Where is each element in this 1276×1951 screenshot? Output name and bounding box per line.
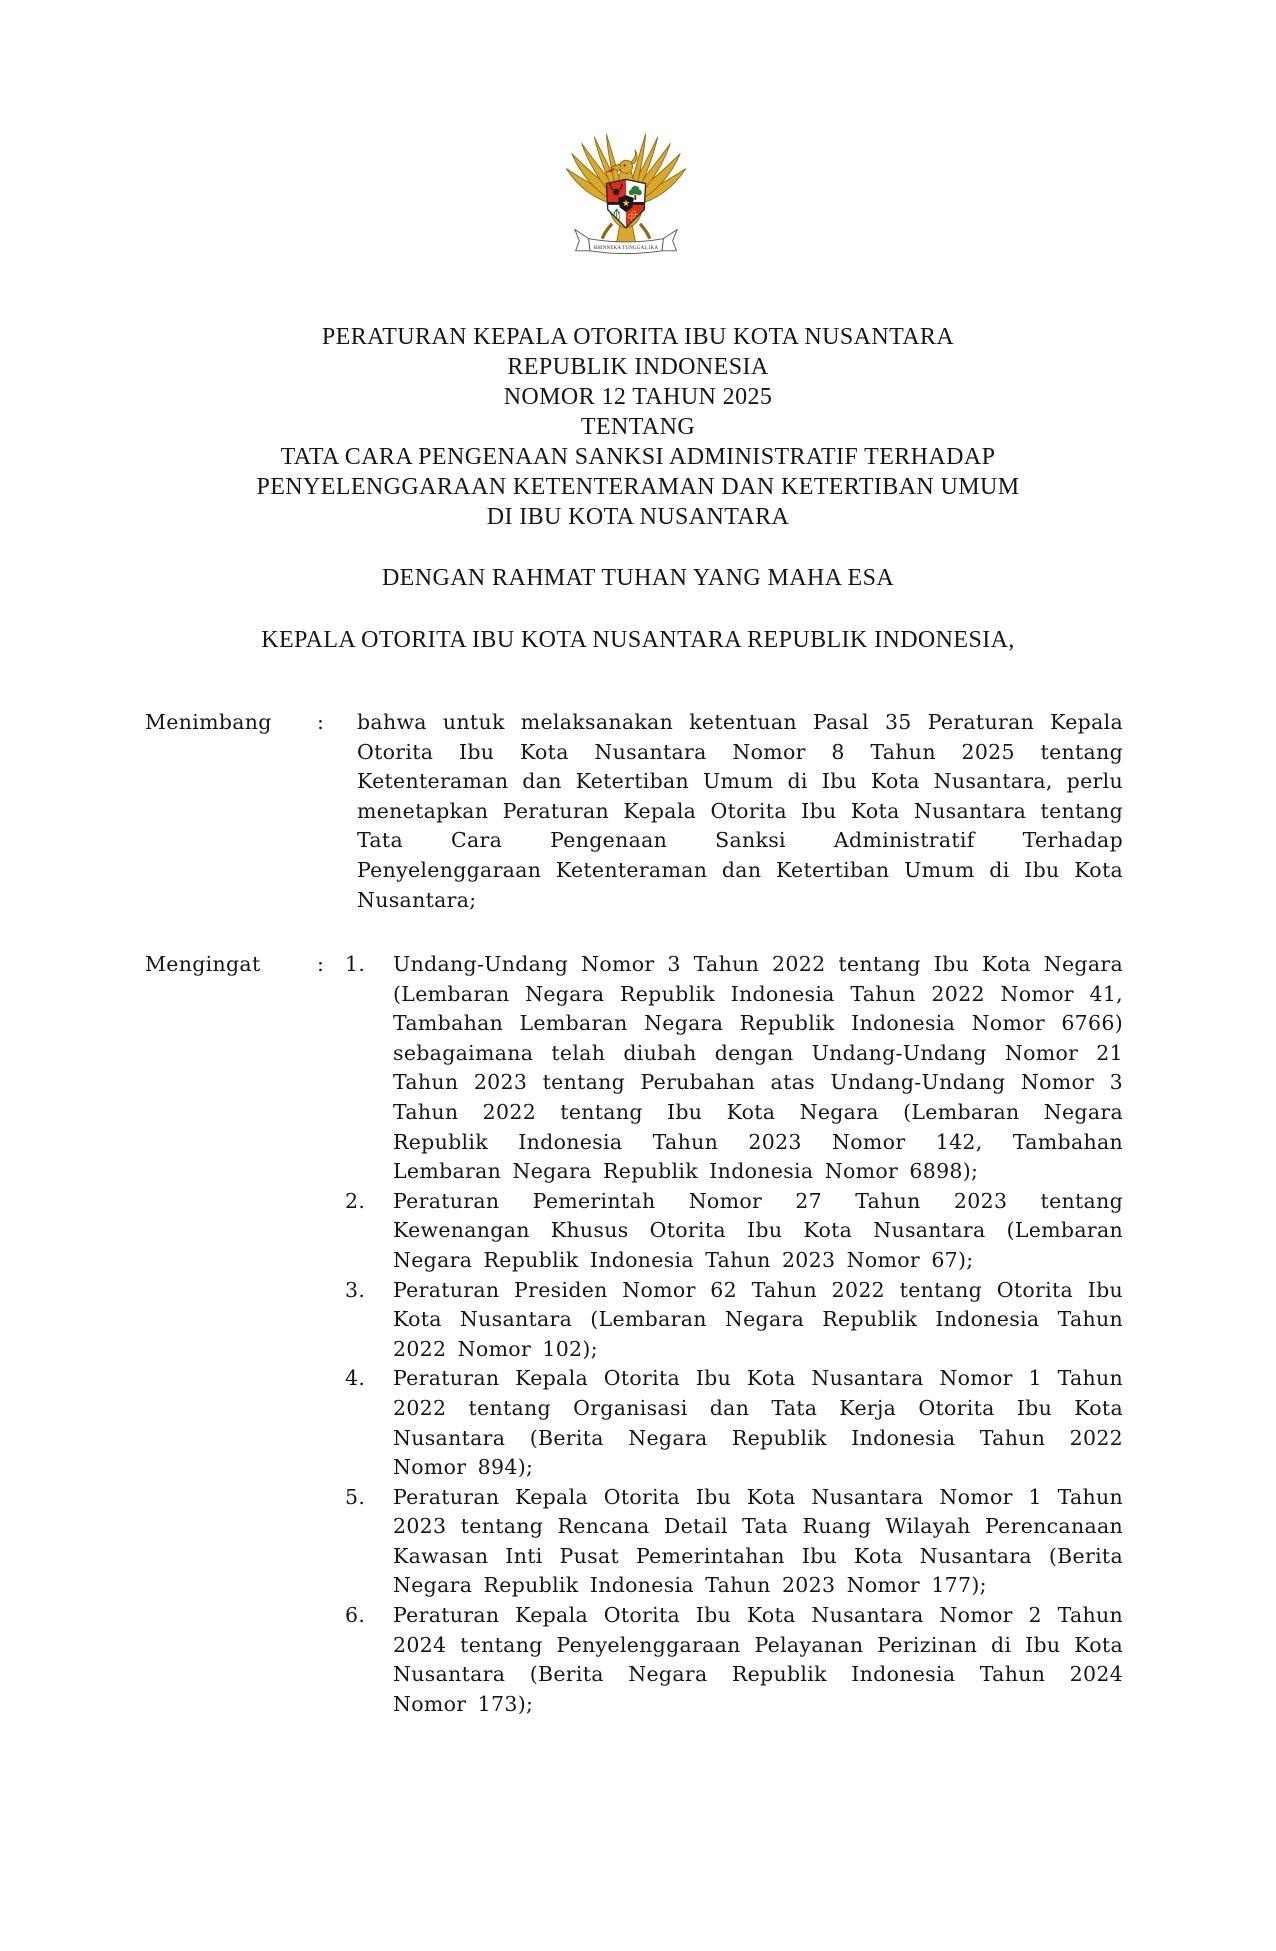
legal-basis-item [345,1187,1123,1276]
title-line-regulation: PERATURAN KEPALA OTORITA IBU KOTA NUSANTARA [321,324,955,350]
legal-basis-item [345,950,1123,1187]
menimbang-colon: : [317,710,325,734]
issuing-official-line: KEPALA OTORITA IBU KOTA NUSANTARA REPUBLIK INDONESIA, [261,627,1015,653]
legal-basis-item-text: Peraturan Kepala Otorita Ibu Kota Nusantara Nomor 2 Tahun 2024 tentang Penyelenggaraan Pelayanan Perizinan di Ibu Kota Nusantara (Berita Negara Republik Indonesia Tahun 2024 Nomor 173); [393,1603,1123,1716]
title-line-subject-3: DI IBU KOTA NUSANTARA [486,504,790,530]
mengingat-colon: : [317,952,325,976]
menimbang-label: Menimbang [145,710,272,734]
title-line-republic: REPUBLIK INDONESIA [507,354,769,380]
legal-basis-item-number: 6. [345,1603,366,1628]
title-line-number: NOMOR 12 TAHUN 2025 [503,384,773,410]
garuda-pancasila-emblem [556,122,696,262]
title-line-subject-1: TATA CARA PENGENAAN SANKSI ADMINISTRATIF TERHADAP [280,444,996,470]
legal-basis-item [345,1276,1123,1365]
legal-basis-item-number: 1. [345,952,366,976]
legal-basis-item [345,1483,1123,1601]
legal-basis-item-text: Peraturan Kepala Otorita Ibu Kota Nusantara Nomor 1 Tahun 2022 tentang Organisasi dan Tata Kerja Otorita Ibu Kota Nusantara (Berita Negara Republik Indonesia Tahun 2022 Nomor 894); [393,1366,1123,1480]
title-line-subject-2: PENYELENGGARAAN KETENTERAMAN DAN KETERTIBAN UMUM [256,474,1020,500]
legal-basis-item-text: Peraturan Kepala Otorita Ibu Kota Nusantara Nomor 1 Tahun 2023 tentang Rencana Detail Tata Ruang Wilayah Perencanaan Kawasan Inti Pusat Pemerintahan Ibu Kota Nusantara (Berita Negara Republik Indonesia Tahun 2023 Nomor 177); [393,1484,1123,1598]
menimbang-section [145,708,1123,915]
legal-basis-item-text: Undang-Undang Nomor 3 Tahun 2022 tentang Ibu Kota Negara (Lembaran Negara Republik Indonesia Tahun 2022 Nomor 41, Tambahan Lembaran Negara Republik Indonesia Nomor 6766) sebagaimana telah diubah dengan Undang-Undang Nomor 21 Tahun 2023 tentang Perubahan atas Undang-Undang Nomor 3 Tahun 2022 tentang Ibu Kota Negara (Lembaran Negara Republik Indonesia Tahun 2023 Nomor 142, Tambahan Lembaran Negara Republik Indonesia Nomor 6898); [393,952,1123,1184]
legal-basis-item-number: 2. [345,1188,366,1213]
mengingat-legal-basis-list [345,950,1123,1719]
legal-basis-item [345,1601,1123,1719]
legal-basis-item [345,1364,1123,1482]
invocation-line: DENGAN RAHMAT TUHAN YANG MAHA ESA [381,565,895,591]
menimbang-text: bahwa untuk melaksanakan ketentuan Pasal 35 Peraturan Kepala Otorita Ibu Kota Nusantara Nomor 8 Tahun 2025 tentang Ketenteraman dan Ketertiban Umum di Ibu Kota Nusantara, perlu menetapkan Peraturan Kepala Otorita Ibu Kota Nusantara tentang Tata Cara Pengenaan Sanksi Administratif Terhadap Penyelenggaraan Ketenteraman dan Ketertiban Umum di Ibu Kota Nusantara; [357,710,1123,912]
legal-basis-item-number: 4. [345,1366,366,1391]
legal-basis-item-number: 3. [345,1277,366,1302]
legal-basis-item-text: Peraturan Presiden Nomor 62 Tahun 2022 tentang Otorita Ibu Kota Nusantara (Lembaran Negara Republik Indonesia Tahun 2022 Nomor 102); [393,1277,1123,1361]
mengingat-label: Mengingat [145,952,261,976]
legal-basis-item-number: 5. [345,1484,366,1509]
title-line-tentang: TENTANG [580,414,696,440]
emblem-motto-text: BHINNEKA TUNGGAL IKA [593,245,659,251]
document-title-block [0,322,1276,532]
mengingat-section [145,950,1123,1719]
legal-basis-item-text: Peraturan Pemerintah Nomor 27 Tahun 2023 tentang Kewenangan Khusus Otorita Ibu Kota Nusantara (Lembaran Negara Republik Indonesia Tahun 2023 Nomor 67); [393,1188,1123,1272]
